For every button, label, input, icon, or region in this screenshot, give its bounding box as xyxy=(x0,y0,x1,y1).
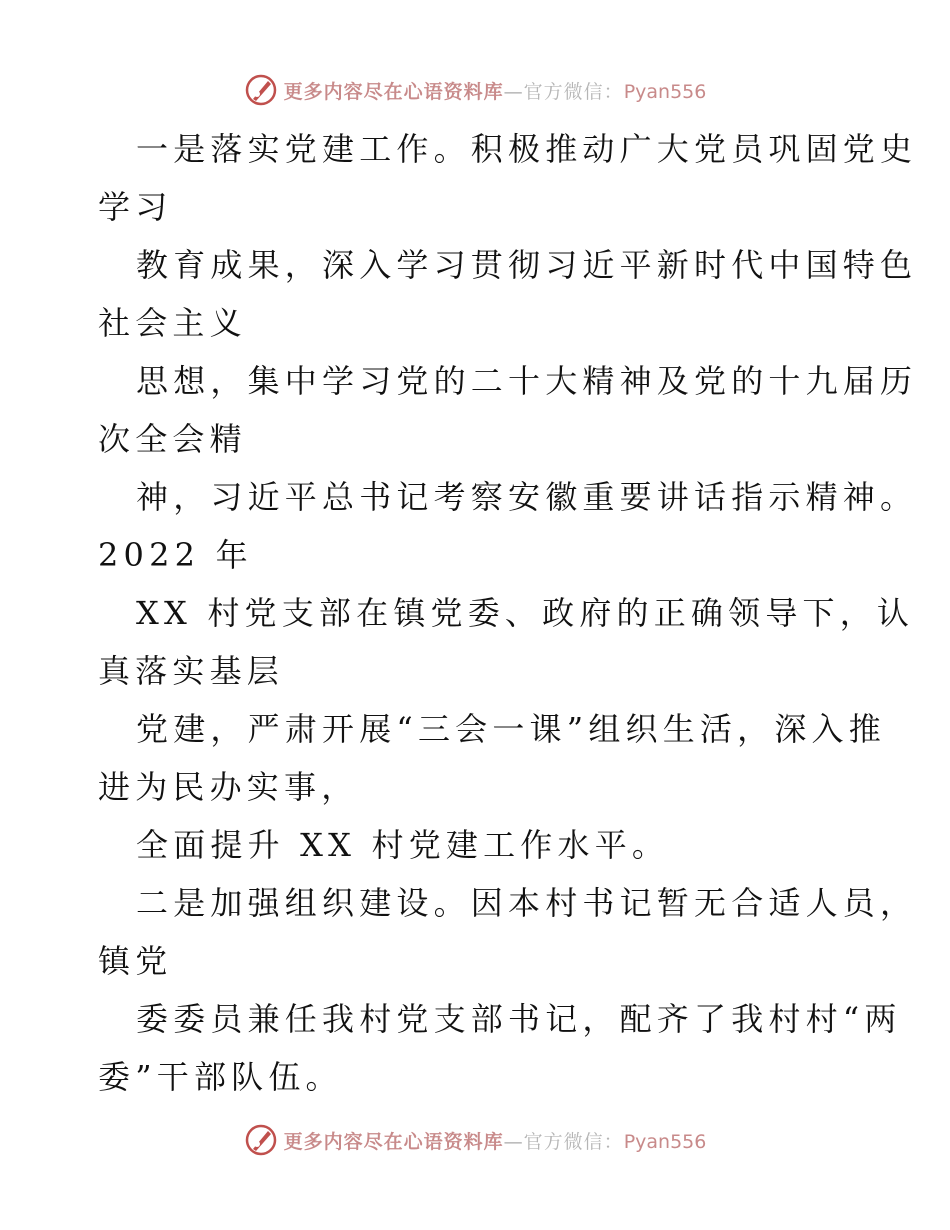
paragraph-line: 次全会精 xyxy=(98,420,247,458)
paragraph-line: 全面提升 XX 村党建工作水平。 xyxy=(136,826,670,864)
paragraph-line: 真落实基层 xyxy=(98,652,285,690)
paragraph-line: 党建，严肃开展“三会一课”组织生活，深入推 xyxy=(136,710,886,748)
watermark-wechat-label: 官方微信： xyxy=(523,80,624,103)
paragraph-1 xyxy=(98,120,918,236)
paragraph-line: 教育成果，深入学习贯彻习近平新时代中国特色 xyxy=(136,246,918,284)
watermark-site-text: 更多内容尽在心语资料库 xyxy=(283,80,504,103)
watermark-dash: — xyxy=(503,1130,524,1153)
paragraph-line: 委”干部队伍。 xyxy=(98,1058,343,1096)
paragraph-line: 镇党 xyxy=(98,942,173,980)
watermark-site-text: 更多内容尽在心语资料库 xyxy=(283,1130,504,1153)
paragraph-7 xyxy=(98,816,858,874)
paragraph-line: 神，习近平总书记考察安徽重要讲话指示精神。 xyxy=(136,478,918,516)
paragraph-6 xyxy=(98,700,886,816)
paragraph-line: 学习 xyxy=(98,188,173,226)
paragraph-line: 2022 年 xyxy=(98,536,253,574)
paragraph-8 xyxy=(98,874,918,990)
watermark-dash: — xyxy=(503,80,524,103)
paragraph-line: 二是加强组织建设。因本村书记暂无合适人员， xyxy=(136,884,918,922)
paragraph-line: 进为民办实事， xyxy=(98,768,359,806)
footer-watermark xyxy=(0,1120,950,1160)
paragraph-3 xyxy=(98,352,918,468)
paragraph-2 xyxy=(98,236,918,352)
watermark-wechat-id: Pyan556 xyxy=(623,80,707,103)
paragraph-4 xyxy=(98,468,918,584)
paragraph-line: 社会主义 xyxy=(98,304,247,342)
watermark-wechat-id: Pyan556 xyxy=(623,1130,707,1153)
paragraph-line: XX 村党支部在镇党委、政府的正确领导下，认 xyxy=(136,594,915,632)
quill-pen-seal-icon xyxy=(244,73,278,107)
paragraph-9 xyxy=(98,990,902,1106)
quill-pen-seal-icon xyxy=(244,1123,278,1157)
paragraph-5 xyxy=(98,584,915,700)
paragraph-line: 委委员兼任我村党支部书记，配齐了我村村“两 xyxy=(136,1000,902,1038)
paragraph-line: 思想，集中学习党的二十大精神及党的十九届历 xyxy=(136,362,918,400)
header-watermark xyxy=(0,70,950,110)
watermark-wechat-label: 官方微信： xyxy=(523,1130,624,1153)
paragraph-line: 一是落实党建工作。积极推动广大党员巩固党史 xyxy=(136,130,918,168)
document-body xyxy=(98,120,918,1106)
